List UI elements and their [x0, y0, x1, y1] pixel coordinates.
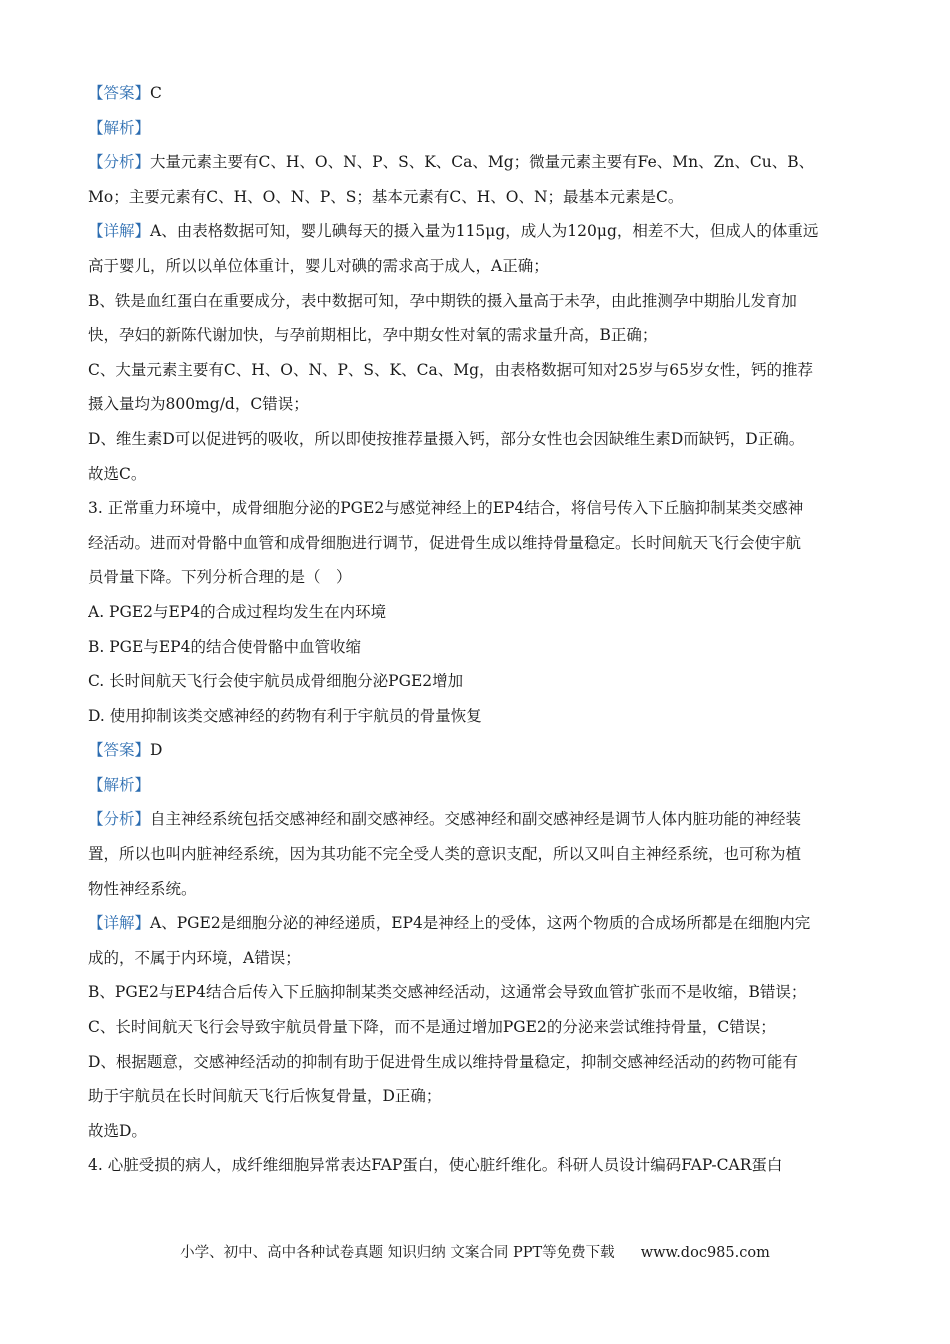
q3-option-a: A. PGE2与EP4的合成过程均发生在内环境 [88, 602, 387, 621]
q3-fenxi-line-1 [88, 802, 878, 837]
q3-fenxi-line-3: 物性神经系统。 [88, 879, 197, 898]
analysis-label: 【解析】 [88, 775, 151, 794]
q3-answer [88, 733, 878, 768]
q2-xiangjie-line-4: 快，孕妇的新陈代谢加快，与孕前期相比，孕中期女性对氧的需求量升高，B正确； [88, 326, 658, 345]
q3-stem-line-1: 3. 正常重力环境中，成骨细胞分泌的PGE2与感觉神经上的EP4结合，将信号传入下丘脑抑制某类交感神 [88, 499, 804, 518]
q3-xiangjie-line-3: B、PGE2与EP4结合后传入下丘脑抑制某类交感神经活动，这通常会导致血管扩张而不是收缩，B错误； [88, 983, 807, 1002]
q2-analysis-heading [88, 111, 878, 146]
q2-xiangjie-line-6: 摄入量均为800mg/d，C错误； [88, 395, 309, 414]
q3-option-c: C. 长时间航天飞行会使宇航员成骨细胞分泌PGE2增加 [88, 672, 464, 691]
fenxi-label: 【分析】 [88, 153, 151, 172]
page-footer [0, 1241, 950, 1262]
q2-fenxi-line-2: Mo；主要元素有C、H、O、N、P、S；基本元素有C、H、O、N；最基本元素是C。 [88, 187, 684, 206]
q2-xiangjie-line-5: C、大量元素主要有C、H、O、N、P、S、K、Ca、Mg，由表格数据可知对25岁与65岁女性，钙的推荐 [88, 360, 813, 379]
q2-xiangjie-line-1 [88, 214, 878, 249]
q3-xiangjie-line-6: 助于宇航员在长时间航天飞行后恢复骨量，D正确； [88, 1087, 442, 1106]
xiangjie-label: 【详解】 [88, 914, 151, 933]
paragraph-text: 自主神经系统包括交感神经和副交感神经。交感神经和副交感神经是调节人体内脏功能的神经装 [150, 810, 802, 829]
answer-label: 【答案】 [88, 741, 151, 760]
q3-stem-line-3: 员骨量下降。下列分析合理的是（ ） [88, 568, 352, 587]
paragraph-text: A、由表格数据可知，婴儿碘每天的摄入量为115μg，成人为120μg，相差不大，但成人的体重远 [150, 222, 819, 241]
q3-conclusion: 故选D。 [88, 1121, 147, 1140]
q3-option-b: B. PGE与EP4的结合使骨骼中血管收缩 [88, 637, 361, 656]
q2-fenxi-line-1 [88, 145, 878, 180]
paragraph-text: A、PGE2是细胞分泌的神经递质，EP4是神经上的受体，这两个物质的合成场所都是在细胞内完 [150, 914, 811, 933]
q3-fenxi-line-2: 置，所以也叫内脏神经系统，因为其功能不完全受人类的意识支配，所以又叫自主神经系统，也可称为植 [88, 845, 802, 864]
q3-stem-line-2: 经活动。进而对骨骼中血管和成骨细胞进行调节，促进骨生成以维持骨量稳定。长时间航天飞行会使宇航 [88, 533, 802, 552]
q4-stem-line-1: 4. 心脏受损的病人，成纤维细胞异常表达FAP蛋白，使心脏纤维化。科研人员设计编码FAP-CAR蛋白 [88, 1156, 783, 1175]
q3-option-d: D. 使用抑制该类交感神经的药物有利于宇航员的骨量恢复 [88, 706, 482, 725]
q2-conclusion: 故选C。 [88, 464, 147, 483]
q2-xiangjie-line-3: B、铁是血红蛋白在重要成分，表中数据可知，孕中期铁的摄入量高于未孕，由此推测孕中期胎儿发育加 [88, 291, 797, 310]
q3-xiangjie-line-2: 成的，不属于内环境，A错误； [88, 948, 301, 967]
answer-value: D [150, 741, 163, 760]
footer-text: 小学、初中、高中各种试卷真题 知识归纳 文案合同 PPT等免费下载 [180, 1245, 615, 1261]
answer-label: 【答案】 [88, 84, 151, 102]
q2-xiangjie-line-7: D、维生素D可以促进钙的吸收，所以即使按推荐量摄入钙，部分女性也会因缺维生素D而缺钙，D正确。 [88, 429, 805, 448]
xiangjie-label: 【详解】 [88, 222, 151, 241]
q3-xiangjie-line-4: C、长时间航天飞行会导致宇航员骨量下降，而不是通过增加PGE2的分泌来尝试维持骨量，C错误； [88, 1018, 776, 1037]
footer-url[interactable]: www.doc985.com [640, 1245, 770, 1261]
q3-xiangjie-line-1 [88, 906, 878, 941]
document-body [88, 76, 878, 1183]
q2-xiangjie-line-2: 高于婴儿，所以以单位体重计，婴儿对碘的需求高于成人，A正确； [88, 256, 549, 275]
answer-value: C [150, 84, 162, 102]
fenxi-label: 【分析】 [88, 810, 151, 829]
q3-analysis-heading [88, 768, 878, 803]
paragraph-text: 大量元素主要有C、H、O、N、P、S、K、Ca、Mg；微量元素主要有Fe、Mn、Zn、Cu、B、 [150, 153, 815, 172]
analysis-label: 【解析】 [88, 118, 151, 137]
q2-answer [88, 76, 878, 111]
q3-xiangjie-line-5: D、根据题意，交感神经活动的抑制有助于促进骨生成以维持骨量稳定，抑制交感神经活动的药物可能有 [88, 1052, 798, 1071]
